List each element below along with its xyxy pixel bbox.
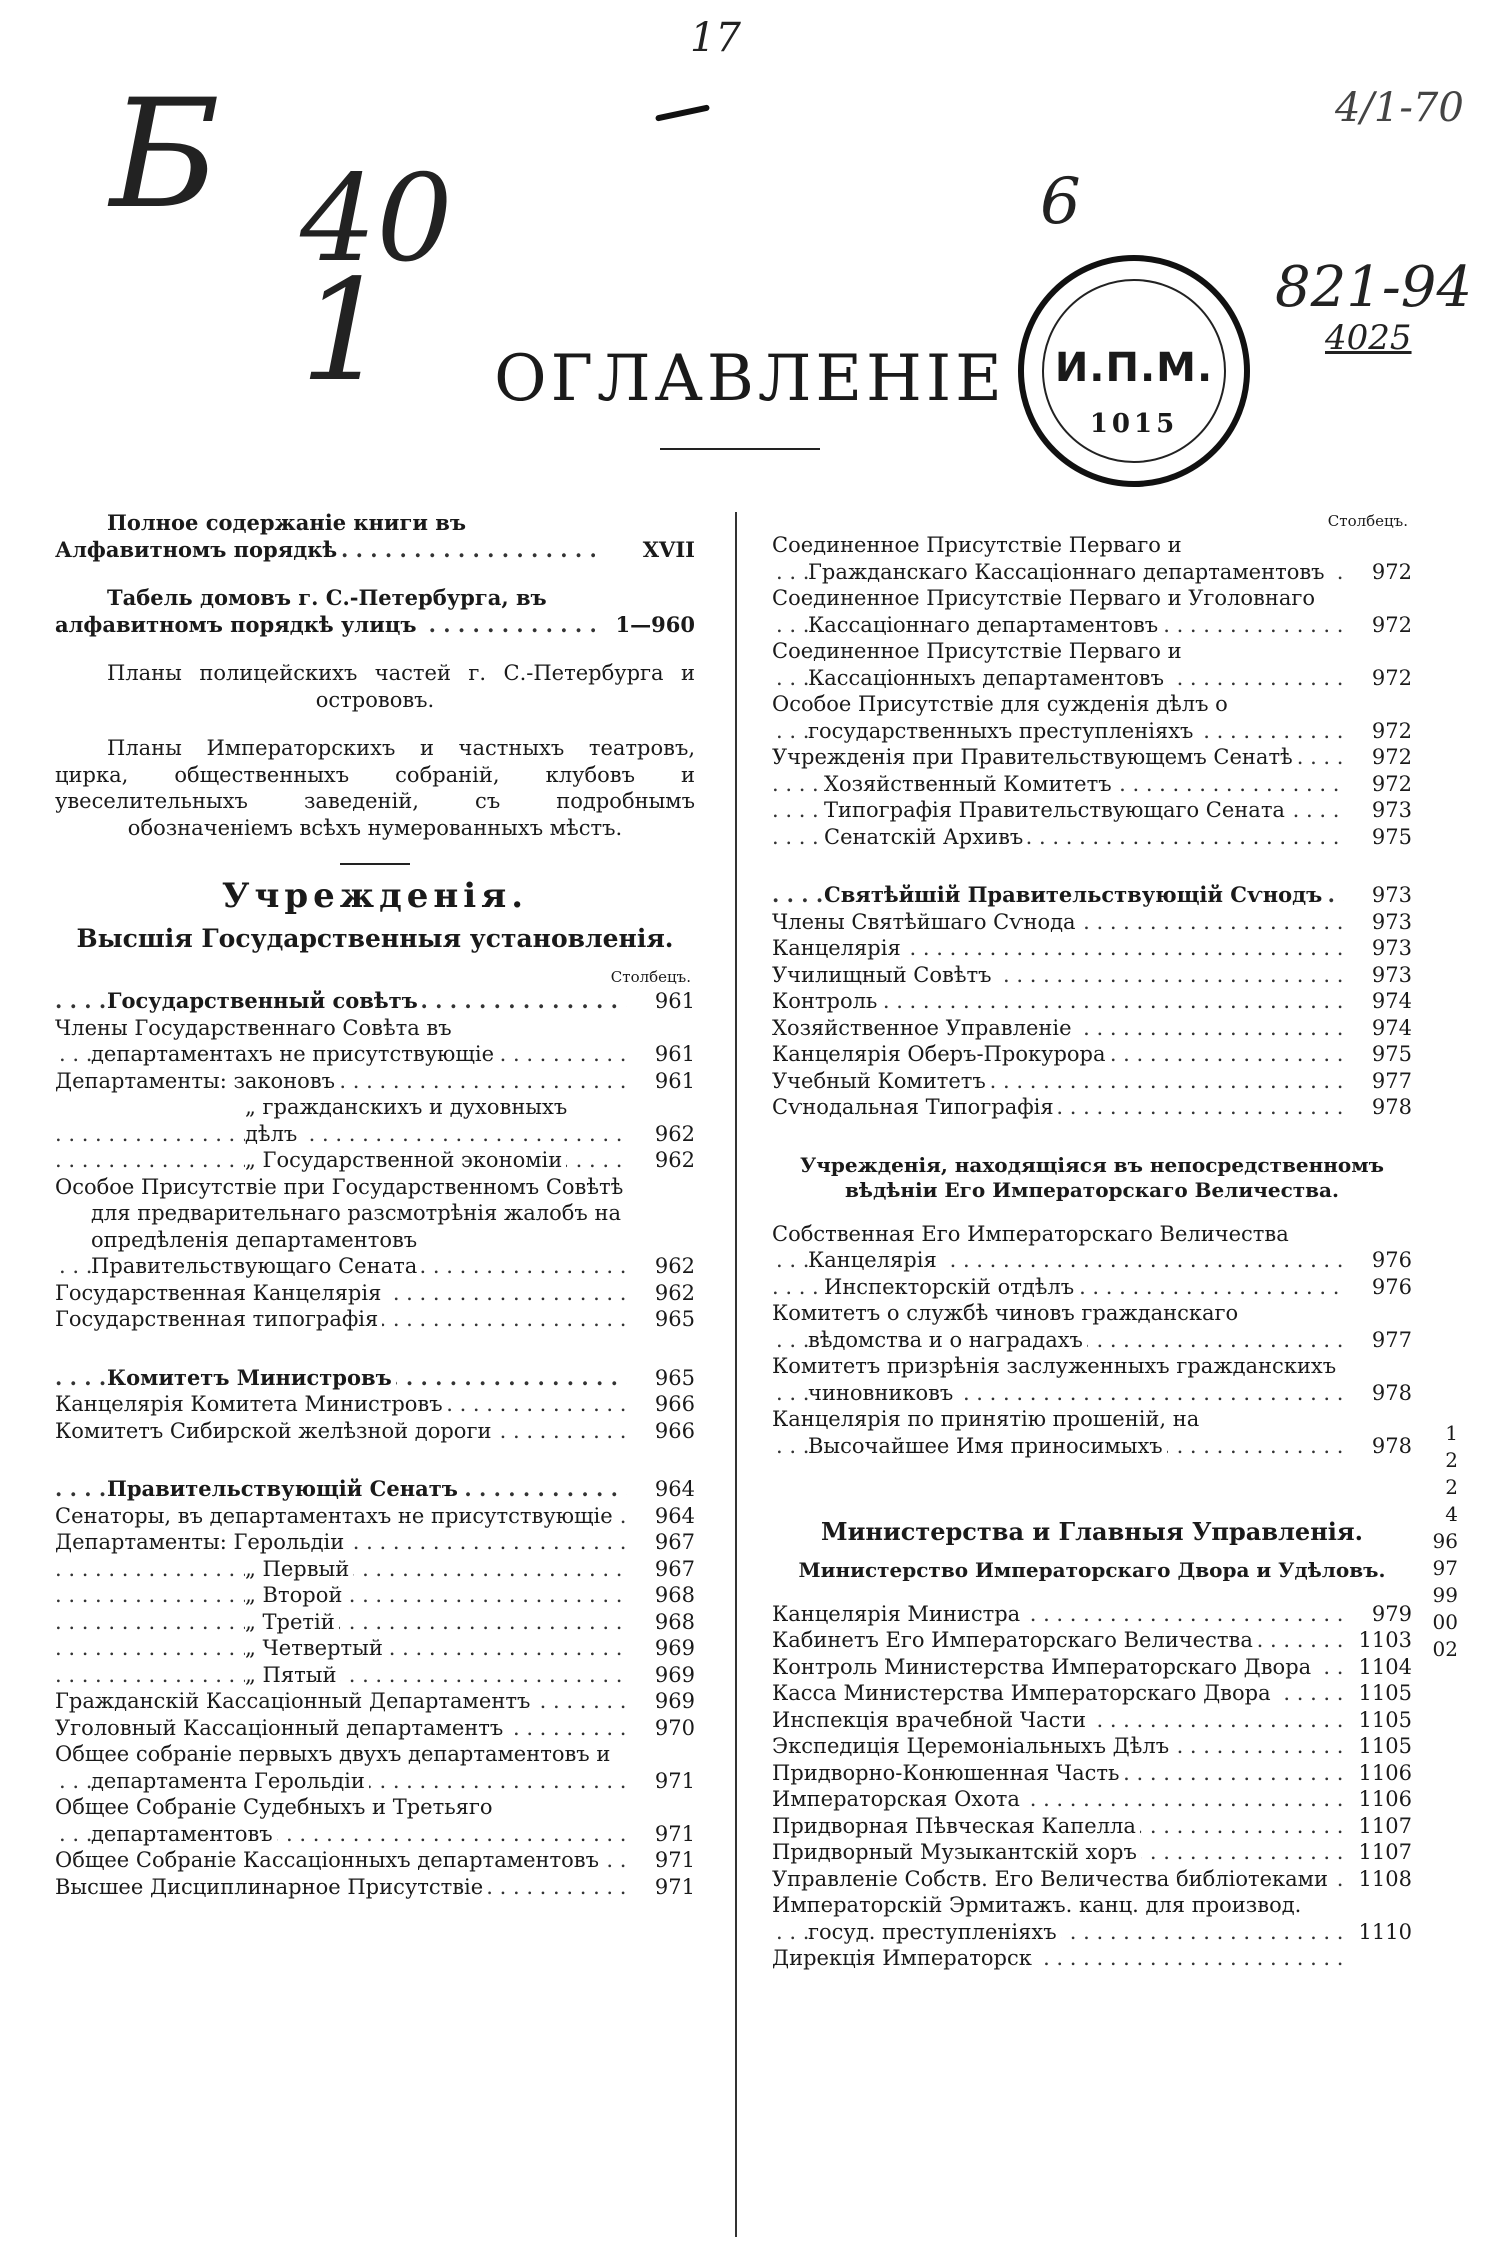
toc-entry-title: „ Государственной экономіи . . . [55,1147,627,1174]
toc-entry-column: 976 [1371,1248,1412,1272]
toc-entry [772,771,1412,798]
toc-entry-column: 1107 [1358,1813,1412,1838]
toc-entry [55,1476,695,1503]
handwritten-page-number: 6 [1040,165,1081,239]
toc-entry [772,1945,1412,1972]
intro-paragraph: Планы полицейскихъ частей г. С.-Петербурга и острововъ. [107,661,695,712]
toc-entry [55,1741,695,1794]
toc-entry-column: 977 [1371,1068,1412,1093]
toc-entry [772,1866,1412,1893]
toc-entry-column: 1107 [1358,1840,1412,1864]
toc-entry-column: 962 [654,1280,695,1305]
toc-entry [772,1680,1412,1707]
toc-entry-column: 965 [654,1365,695,1390]
toc-entry-title: Инспекторскій отдѣлъ . . . [772,1274,1344,1301]
toc-entry-column: 978 [1371,1095,1412,1119]
toc-entry-title: Придворный Музыкантскій хоръ . . . [772,1839,1344,1866]
toc-entry-title: Типографія Правительствующаго Сената . . . [772,797,1344,824]
toc-entry [55,1094,695,1147]
toc-entry-column: 965 [654,1307,695,1331]
toc-entry-column: 968 [654,1583,695,1607]
toc-entry-title: Канцелярія . . . [772,935,1344,962]
subtitle-court: Министерство Императорскаго Двора и Удѣловъ. [798,1557,1386,1582]
toc-entry-title: Сѵнодальная Типографія . . . [772,1094,1344,1121]
toc-entry-title: Общее Собраніе Кассаціонныхъ департаментовъ . . . [55,1847,627,1874]
toc-entry-title: Особое Присутствіе при Государственномъ Совѣтѣ для предварительнаго разсмотрѣнія жалобъ на опредѣленія департаментовъ Правительствующаго Сената . . . [55,1174,627,1280]
toc-entry [55,1688,695,1715]
toc-entry [55,1556,695,1583]
toc-entry-column: 973 [1371,936,1412,960]
column-label-right: Столбецъ. [1327,512,1408,530]
toc-entry-column: 962 [654,1148,695,1172]
handwritten-corner-note: 4/1-70 [1335,85,1464,131]
subtitle-ministries: Министерства и Главныя Управленія. [821,1517,1363,1546]
toc-entry-column: 1104 [1358,1654,1412,1679]
toc-entry-column: 979 [1371,1601,1412,1626]
toc-entry-column: 961 [654,1068,695,1093]
toc-entry [55,1147,695,1174]
margin-number: 96 [1432,1529,1458,1553]
toc-entry-column: 1103 [1358,1628,1412,1652]
toc-entry-column: 975 [1371,824,1412,849]
toc-entry-column: 969 [654,1689,695,1713]
toc-entry-title: Канцелярія по принятію прошеній, на Высочайшее Имя приносимыхъ . . . [772,1406,1344,1459]
handwritten-dash [655,104,710,121]
toc-entry-column: 972 [1371,559,1412,584]
list-court [772,1601,1412,1972]
toc-entry-title: Учебный Комитетъ . . . [772,1068,1344,1095]
toc-entry-title: Дирекція Императорск . . . [772,1945,1344,1972]
toc-entry [772,1300,1412,1353]
toc-entry-title: Касса Министерства Императорскаго Двора . . . [772,1680,1344,1707]
margin-number: 2 [1445,1475,1458,1499]
page-title: ОГЛАВЛЕНІЕ [494,342,1006,416]
toc-entry [772,585,1412,638]
toc-entry-title: Комитетъ призрѣнія заслуженныхъ гражданскихъ чиновниковъ . . . [772,1353,1344,1406]
toc-entry [772,1274,1412,1301]
toc-entry [55,1418,695,1445]
toc-entry [55,1662,695,1689]
toc-entry [55,1609,695,1636]
toc-entry-column: 1106 [1358,1760,1412,1785]
toc-entry-column: 961 [654,1042,695,1066]
toc-entry [772,1892,1412,1945]
list-ministers [55,1365,695,1445]
list-council [55,988,695,1333]
toc-entry-title: Канцелярія Комитета Министровъ . . . [55,1391,627,1418]
subtitle-supreme: Высшія Государственныя установленія. [76,923,674,953]
toc-entry-column: 971 [654,1848,695,1872]
toc-entry-title: Комитетъ Сибирской желѣзной дороги . . . [55,1418,627,1445]
subtitle-direct: Учрежденія, находящіяся въ непосредственномъ вѣдѣніи Его Императорскаго Величества. [800,1152,1384,1202]
toc-entry-title: Комитетъ Министровъ . . . [55,1365,627,1392]
toc-entry-title: Императорскій Эрмитажъ. канц. для производ. госуд. преступленіяхъ . . . [772,1892,1344,1945]
toc-entry [772,1733,1412,1760]
toc-entry [772,532,1412,585]
toc-entry-column: 1105 [1358,1681,1412,1705]
toc-entry-title: Контроль . . . [772,988,1344,1015]
toc-entry [772,744,1412,771]
handwritten-shelf-letter: Б [110,68,221,242]
toc-entry-title: Сенатскій Архивъ . . . [772,824,1344,851]
list-senate-cont [772,532,1412,850]
toc-entry-title: Общее Собраніе Судебныхъ и Третьяго департаментовъ . . . [55,1794,627,1847]
toc-entry [772,1839,1412,1866]
margin-number: 00 [1432,1610,1458,1634]
intro-entry: Табель домовъ г. С.-Петербурга, въ алфавитномъ порядкѣ улицъ . . . 1—960 [55,585,695,638]
toc-entry [772,1221,1412,1274]
toc-entry-title: Члены Святѣйшаго Сѵнода . . . [772,909,1344,936]
toc-entry [772,1353,1412,1406]
toc-entry [55,1715,695,1742]
right-column [772,510,1412,1972]
toc-entry [772,638,1412,691]
toc-entry-title: Комитетъ о службѣ чиновъ гражданскаго вѣдомства и о наградахъ . . . [772,1300,1344,1353]
toc-entry [772,1786,1412,1813]
toc-entry-column: 962 [654,1121,695,1146]
toc-entry-title: Собственная Его Императорскаго Величества Канцелярія . . . [772,1221,1344,1274]
handwritten-shelf-sub: 1 [300,250,390,413]
toc-entry-title: Управленіе Собств. Его Величества библіотеками . . . [772,1866,1344,1893]
toc-entry [772,1406,1412,1459]
toc-entry-column: 972 [1371,718,1412,743]
toc-entry-title: Общее собраніе первыхъ двухъ департаментовъ и департамента Герольдіи . . . [55,1741,627,1794]
toc-entry-title: Государственная Канцелярія . . . [55,1280,627,1307]
toc-entry-column: 961 [654,989,695,1013]
column-label: Столбецъ. [610,968,691,986]
toc-entry-column: 975 [1371,1042,1412,1066]
toc-entry-title: Соединенное Присутствіе Перваго и Кассаціонныхъ департаментовъ . . . [772,638,1344,691]
list-direct [772,1221,1412,1460]
toc-entry-title: Императорская Охота . . . [772,1786,1344,1813]
toc-entry [55,1529,695,1556]
toc-entry-column: 971 [654,1821,695,1846]
toc-entry [55,1306,695,1333]
toc-entry [55,1174,695,1280]
toc-entry [55,1874,695,1901]
toc-entry-title: Инспекція врачебной Части . . . [772,1707,1344,1734]
toc-entry [55,1068,695,1095]
toc-entry-title: Департаменты: Герольдіи . . . [55,1529,627,1556]
toc-entry-column: 966 [654,1392,695,1416]
toc-entry-title: Соединенное Присутствіе Перваго и Уголовнаго Кассаціоннаго департаментовъ . . . [772,585,1344,638]
intro-paragraph: Планы Императорскихъ и частныхъ театровъ, цирка, общественныхъ собраній, клубовъ и увеселительныхъ заведеній, съ подробнымъ обозначеніемъ всѣхъ нумерованныхъ мѣстъ. [55,736,695,840]
margin-number: 1 [1445,1421,1458,1445]
toc-entry-column: 969 [654,1636,695,1660]
intro-entry: Полное содержаніе книги въ Алфавитномъ порядкѣ . . . XVII [55,510,695,563]
intro-list [55,510,695,841]
toc-entry [55,1280,695,1307]
margin-number: 02 [1432,1637,1458,1661]
section-title-institutions: Учрежденія. [221,876,529,916]
toc-entry [55,988,695,1015]
toc-entry [772,691,1412,744]
toc-entry-column: 973 [1371,962,1412,987]
toc-entry-title: Канцелярія Оберъ-Прокурора . . . [772,1041,1344,1068]
toc-entry-title: Экспедиція Церемоніальныхъ Дѣлъ . . . [772,1733,1344,1760]
stamp-bottom-text: 1015 [1089,409,1179,439]
toc-entry-column: 970 [654,1715,695,1740]
toc-entry [55,1582,695,1609]
toc-entry-column: 973 [1371,909,1412,934]
margin-number: 2 [1445,1448,1458,1472]
toc-entry [55,1794,695,1847]
toc-entry-column: 976 [1371,1274,1412,1299]
toc-entry [772,1707,1412,1734]
toc-entry-column: 1105 [1358,1734,1412,1758]
margin-numbers [1418,1420,1458,1663]
margin-number: 4 [1445,1502,1458,1526]
list-senate [55,1476,695,1900]
toc-entry-column: 972 [1371,612,1412,637]
toc-entry-column: 977 [1371,1327,1412,1352]
toc-entry [772,824,1412,851]
toc-entry-column: 978 [1371,1380,1412,1405]
toc-entry [55,1847,695,1874]
toc-entry-column: 972 [1371,665,1412,690]
toc-entry [772,988,1412,1015]
handwritten-top-mark: 17 [690,15,741,61]
toc-entry-column: 971 [654,1874,695,1899]
toc-entry-column: 962 [654,1254,695,1278]
toc-entry [55,1503,695,1530]
toc-entry-column: 969 [654,1662,695,1687]
title-rule [660,448,820,450]
toc-entry-column: 968 [654,1609,695,1634]
toc-entry-title: Члены Государственнаго Совѣта въ департаментахъ не присутствующіе . . . [55,1015,627,1068]
toc-entry-title: Училищный Совѣтъ . . . [772,962,1344,989]
toc-entry-title: Хозяйственный Комитетъ . . . [772,771,1344,798]
toc-entry [772,1094,1412,1121]
toc-entry-column: 974 [1371,989,1412,1013]
toc-entry [772,1041,1412,1068]
toc-entry [772,1627,1412,1654]
toc-entry [772,962,1412,989]
toc-entry-column: 972 [1371,771,1412,796]
toc-entry [772,935,1412,962]
toc-entry-title: „ Первый . . . [55,1556,627,1583]
toc-entry-column: 1106 [1358,1787,1412,1811]
toc-entry [772,1813,1412,1840]
toc-entry-title: Соединенное Присутствіе Перваго и Гражданскаго Кассаціоннаго департаментовъ . . . [772,532,1344,585]
toc-entry-column: 967 [654,1556,695,1581]
toc-entry-column: 1108 [1358,1866,1412,1891]
toc-entry-title: „ гражданскихъ и духовныхъ дѣлъ . . . [55,1094,627,1147]
stamp-center-text: И.П.М. [1054,345,1214,391]
toc-entry-title: „ Третій . . . [55,1609,627,1636]
list-synod [772,882,1412,1121]
toc-entry-title: „ Второй . . . [55,1582,627,1609]
toc-entry-column: 966 [654,1418,695,1443]
toc-entry-title: Государственная типографія . . . [55,1306,627,1333]
toc-entry-title: Учрежденія при Правительствующемъ Сенатѣ . . . [772,744,1344,771]
toc-entry-title: Контроль Министерства Императорскаго Двора . . . [772,1654,1344,1681]
toc-entry [772,909,1412,936]
toc-entry-title: „ Пятый . . . [55,1662,627,1689]
handwritten-inventory-number: 821-94 [1275,255,1473,320]
toc-entry-title: Хозяйственное Управленіе . . . [772,1015,1344,1042]
toc-entry [772,882,1412,909]
toc-entry-title: Придворная Пѣвческая Капелла . . . [772,1813,1344,1840]
left-column [55,510,695,1900]
section-rule [340,863,410,865]
toc-entry [772,1760,1412,1787]
handwritten-shelf-number: 40 [300,150,453,289]
toc-entry-column: 967 [654,1530,695,1554]
toc-entry-title: Гражданскій Кассаціонный Департаментъ . . . [55,1688,627,1715]
toc-entry-column: 1105 [1358,1707,1412,1732]
toc-entry [772,797,1412,824]
toc-entry-column: 1110 [1358,1919,1412,1944]
toc-entry [55,1015,695,1068]
toc-entry-title: Святѣйшій Правительствующій Сѵнодъ . . . [772,882,1344,909]
toc-entry-title: Кабинетъ Его Императорскаго Величества . . . [772,1627,1344,1654]
toc-entry-title: Особое Присутствіе для сужденія дѣлъ о государственныхъ преступленіяхъ . . . [772,691,1344,744]
toc-entry-title: Канцелярія Министра . . . [772,1601,1344,1628]
toc-entry-title: Сенаторы, въ департаментахъ не присутствующіе . . . [55,1503,627,1530]
margin-number: 99 [1432,1583,1458,1607]
toc-entry [772,1068,1412,1095]
column-divider [735,512,737,2237]
toc-entry-column: 972 [1371,745,1412,769]
toc-entry [772,1601,1412,1628]
toc-entry-title: Департаменты: законовъ . . . [55,1068,627,1095]
toc-entry [55,1391,695,1418]
toc-entry-title: „ Четвертый . . . [55,1635,627,1662]
toc-entry-title: Правительствующій Сенатъ . . . [55,1476,627,1503]
toc-entry-column: 974 [1371,1015,1412,1040]
toc-entry-column: 973 [1371,883,1412,907]
margin-number: 97 [1432,1556,1458,1580]
toc-entry-title: Высшее Дисциплинарное Присутствіе . . . [55,1874,627,1901]
toc-entry [772,1654,1412,1681]
toc-entry [55,1365,695,1392]
toc-entry-column: 978 [1371,1433,1412,1458]
toc-entry-title: Придворно-Конюшенная Часть . . . [772,1760,1344,1787]
toc-entry-column: 964 [654,1477,695,1501]
toc-entry-column: 971 [654,1768,695,1793]
toc-entry-column: 964 [654,1503,695,1528]
toc-entry-title: Государственный совѣтъ . . . [55,988,627,1015]
toc-entry-title: Уголовный Кассаціонный департаментъ . . . [55,1715,627,1742]
toc-entry-column: 973 [1371,798,1412,822]
toc-entry [55,1635,695,1662]
handwritten-inventory-number-2: 4025 [1325,318,1412,358]
toc-entry [772,1015,1412,1042]
